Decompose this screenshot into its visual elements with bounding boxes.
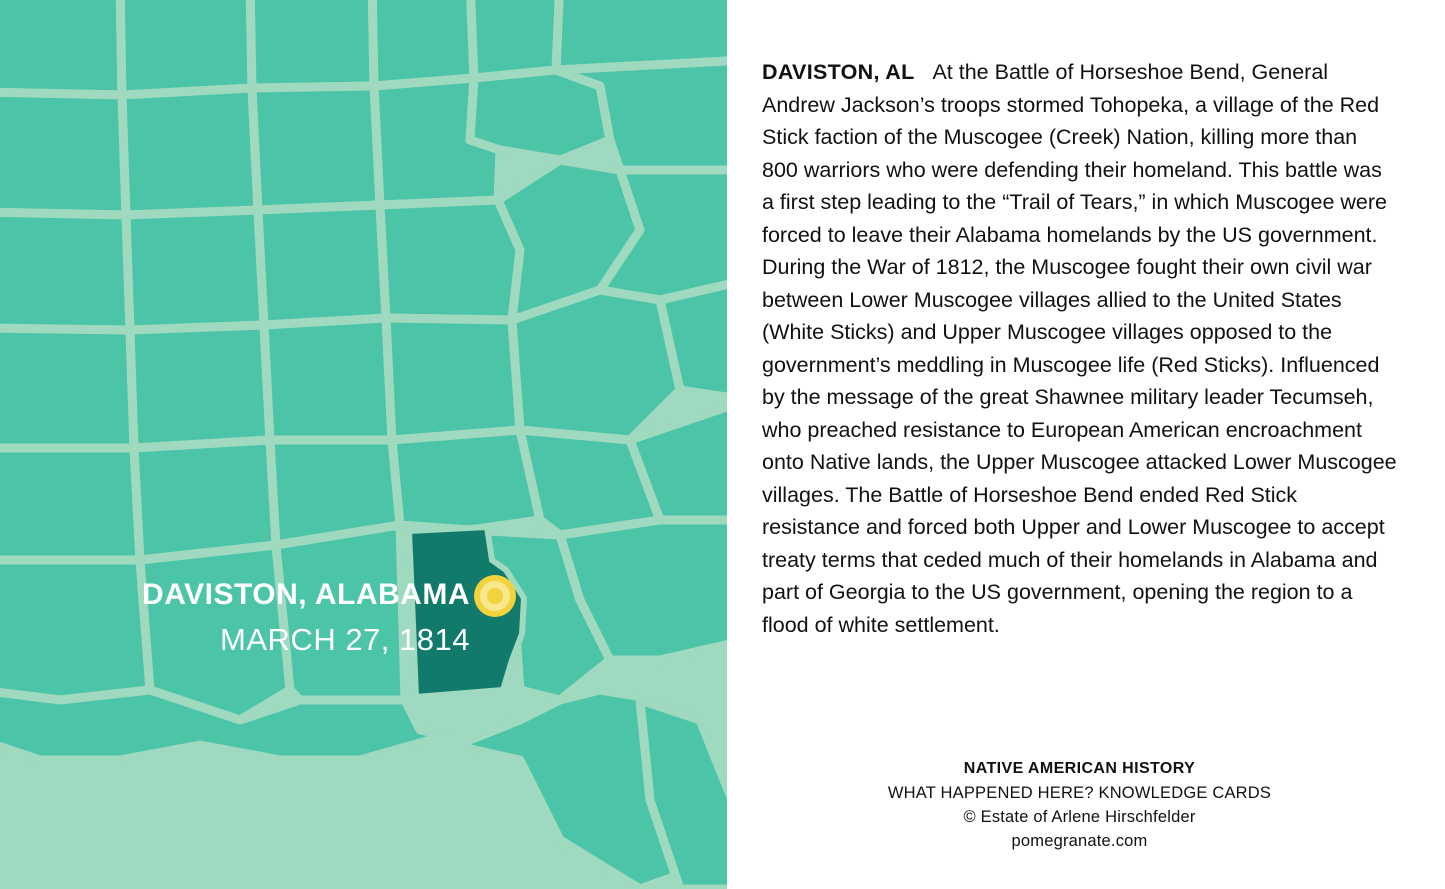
article-headword: DAVISTON, AL [762,60,915,84]
credits-block [762,757,1397,853]
credit-product: WHAT HAPPENED HERE? KNOWLEDGE CARDS [887,784,1272,802]
article-body: At the Battle of Horseshoe Bend, General Andrew Jackson’s troops stormed Tohopeka, a village of the Red Stick faction of the Muscogee (Creek) Nation, killing more than 800 warriors who were defending their homeland. This battle was a first step leading to the “Trail of Tears,” in which Muscogee were forced to leave their Alabama homelands by the US government. During the War of 1812, the Muscogee fought their own civil war between Lower Muscogee villages allied to the United States (White Sticks) and Upper Muscogee villages opposed to the government’s meddling in Muscogee life (Red Sticks). Influenced by the message of the great Shawnee military leader Tecumseh, who preached resistance to European American encroachment onto Native lands, the Upper Muscogee attacked Lower Muscogee villages. The Battle of Horseshoe Bend ended Red Stick resistance and forced both Upper and Lower Muscogee to accept treaty terms that ceded much of their homelands in Alabama and part of Georgia to the US government, opening the region to a flood of white settlement. [762,60,1397,637]
text-panel [727,0,1445,889]
credit-website[interactable]: pomegranate.com [1011,832,1148,850]
map-place-label: DAVISTON, ALABAMA [142,578,470,611]
map-date-label: MARCH 27, 1814 [220,622,470,657]
location-marker[interactable] [474,575,516,617]
credit-series: NATIVE AMERICAN HISTORY [963,760,1196,777]
credit-copyright: © Estate of Arlene Hirschfelder [963,808,1196,826]
article-paragraph [762,56,1397,641]
